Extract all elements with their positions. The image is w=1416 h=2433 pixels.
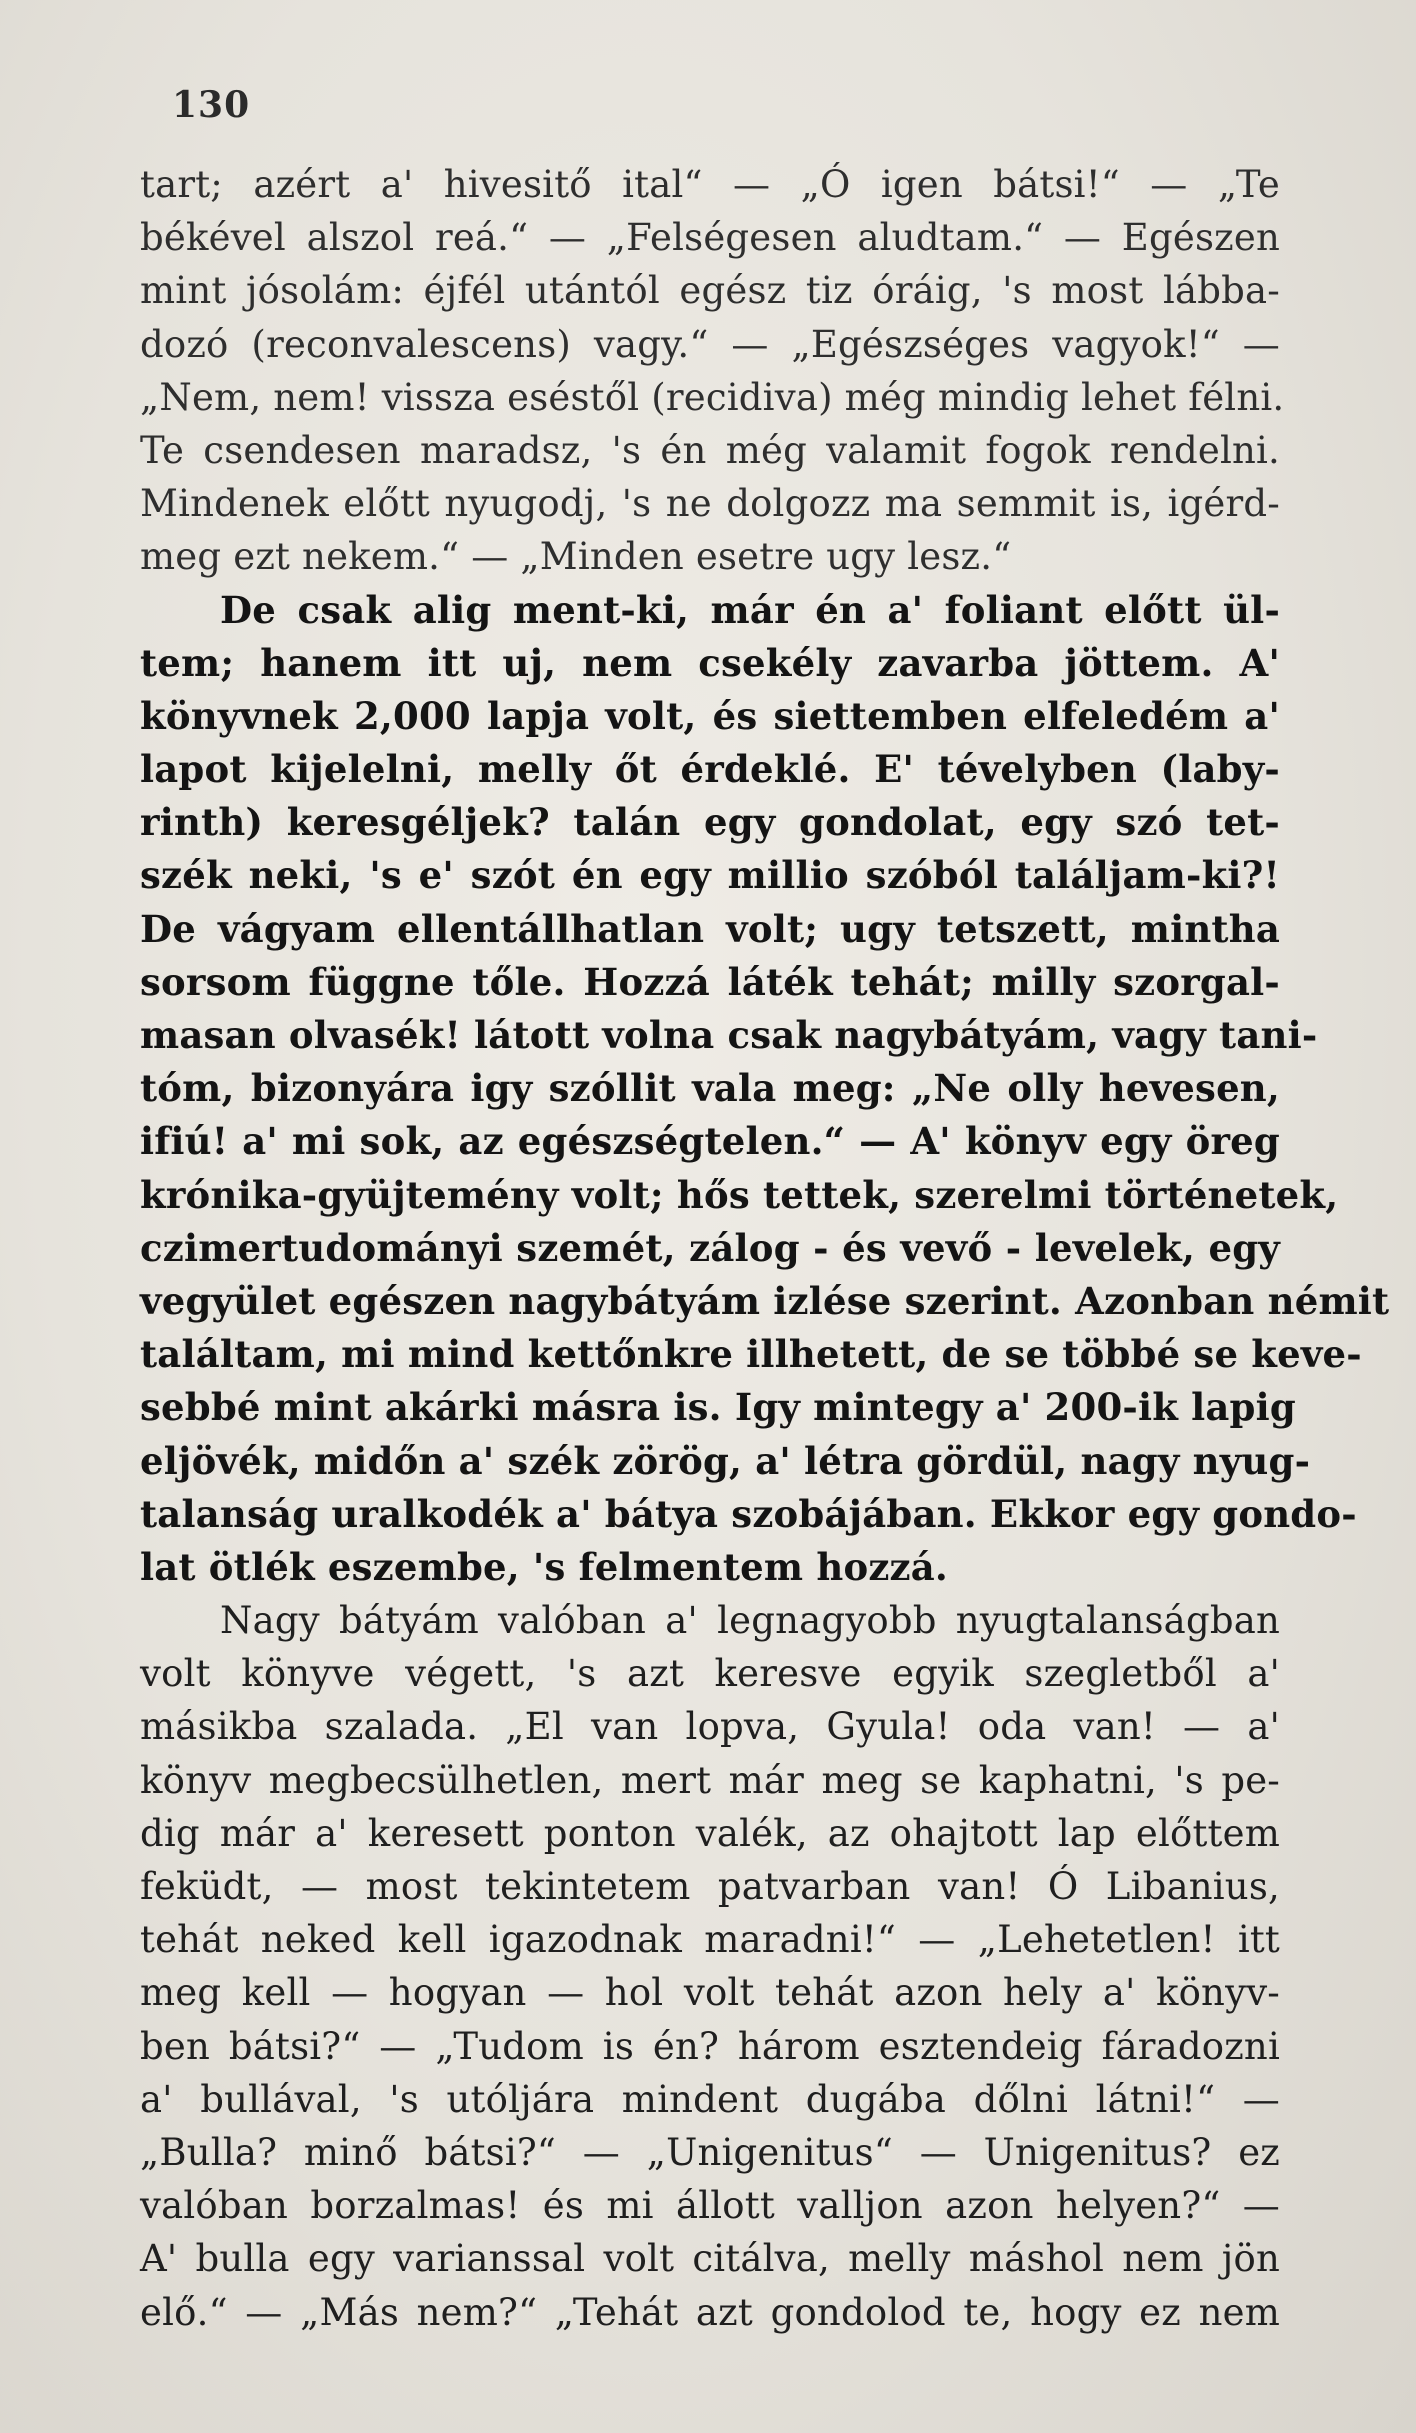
text-line: találtam, mi mind kettőnkre illhetett, de se többé se keve- [140, 1332, 1362, 1377]
text-line: szék neki, 's e' szót én egy millio szóból találjam-ki?! [140, 853, 1280, 898]
text-line: De vágyam ellentállhatlan volt; ugy tetszett, mintha [140, 906, 1280, 951]
text-line: békével alszol reá.“ — „Felségesen aludtam.“ — Egészen [140, 216, 1280, 260]
text-line: Nagy bátyám valóban a' legnagyobb nyugtalanságban [220, 1599, 1280, 1643]
text-line: lapot kijelelni, melly őt érdeklé. E' tévelyben (laby- [140, 747, 1280, 792]
text-line: meg kell — hogyan — hol volt tehát azon hely a' könyv- [140, 1971, 1280, 2015]
text-line: rinth) keresgéljek? talán egy gondolat, egy szó tet- [140, 800, 1280, 845]
text-line: A' bulla egy varianssal volt citálva, melly máshol nem jön [140, 2237, 1280, 2281]
text-line: könyv megbecsülhetlen, mert már meg se kaphatni, 's pe- [140, 1758, 1280, 1802]
text-line: ifiú! a' mi sok, az egészségtelen.“ — A' könyv egy öreg [140, 1119, 1280, 1164]
text-line: volt könyve végett, 's azt keresve egyik szegletből a' [140, 1652, 1280, 1696]
text-line: tem; hanem itt uj, nem csekély zavarba jöttem. A' [140, 640, 1280, 685]
text-line: dozó (reconvalescens) vagy.“ — „Egészséges vagyok!“ — [140, 322, 1280, 366]
text-line: könyvnek 2,000 lapja volt, és siettemben elfeledém a' [140, 693, 1280, 738]
text-line: valóban borzalmas! és mi állott valljon azon helyen?“ — [140, 2184, 1280, 2228]
text-line: tehát neked kell igazodnak maradni!“ — „Lehetetlen! itt [140, 1918, 1280, 1962]
text-line: Te csendesen maradsz, 's én még valamit fogok rendelni. [140, 428, 1280, 472]
text-line: „Bulla? minő bátsi?“ — „Unigenitus“ — Unigenitus? ez [140, 2130, 1280, 2174]
body-text [140, 158, 1390, 2339]
text-line: masan olvasék! látott volna csak nagybátyám, vagy tani- [140, 1013, 1318, 1057]
text-line: czimertudományi szemét, zálog - és vevő - levelek, egy [140, 1225, 1280, 1270]
text-line: másikba szalada. „El van lopva, Gyula! oda van! — a' [140, 1705, 1280, 1749]
text-line: meg ezt nekem.“ — „Minden esetre ugy lesz.“ [140, 535, 1012, 579]
text-line: tóm, bizonyára igy szóllit vala meg: „Ne olly hevesen, [140, 1066, 1280, 1111]
text-line: mint jósolám: éjfél utántól egész tiz óráig, 's most lábba- [140, 269, 1280, 313]
text-line: dig már a' keresett ponton valék, az ohajtott lap előttem [140, 1811, 1280, 1855]
text-line: eljövék, midőn a' szék zörög, a' létra gördül, nagy nyug- [140, 1438, 1311, 1483]
text-line: „Nem, nem! vissza eséstől (recidiva) még mindig lehet félni. [140, 375, 1285, 419]
text-line: vegyület egészen nagybátyám izlése szerint. Azonban némit [140, 1278, 1390, 1323]
text-line: lat ötlék eszembe, 's felmentem hozzá. [140, 1544, 948, 1589]
page-number: 130 [172, 84, 251, 126]
text-line: tart; azért a' hivesitő ital“ — „Ó igen bátsi!“ — „Te [140, 163, 1280, 206]
text-line: krónika-gyüjtemény volt; hős tettek, szerelmi történetek, [140, 1172, 1339, 1217]
text-line: ben bátsi?“ — „Tudom is én? három esztendeig fáradozni [140, 2024, 1280, 2068]
text-line: feküdt, — most tekintetem patvarban van! Ó Libanius, [140, 1865, 1280, 1908]
text-line: De csak alig ment-ki, már én a' foliant előtt ül- [220, 587, 1280, 632]
text-line: sorsom függne tőle. Hozzá láték tehát; milly szorgal- [140, 959, 1280, 1004]
text-line: sebbé mint akárki másra is. Igy mintegy a' 200-ik lapig [140, 1385, 1296, 1430]
text-line: talanság uralkodék a' bátya szobájában. Ekkor egy gondo- [140, 1491, 1357, 1536]
text-line: Mindenek előtt nyugodj, 's ne dolgozz ma semmit is, igérd- [140, 482, 1280, 526]
text-line: a' bullával, 's utóljára mindent dugába dőlni látni!“ — [140, 2077, 1280, 2121]
text-line: elő.“ — „Más nem?“ „Tehát azt gondolod te, hogy ez nem [140, 2290, 1280, 2334]
